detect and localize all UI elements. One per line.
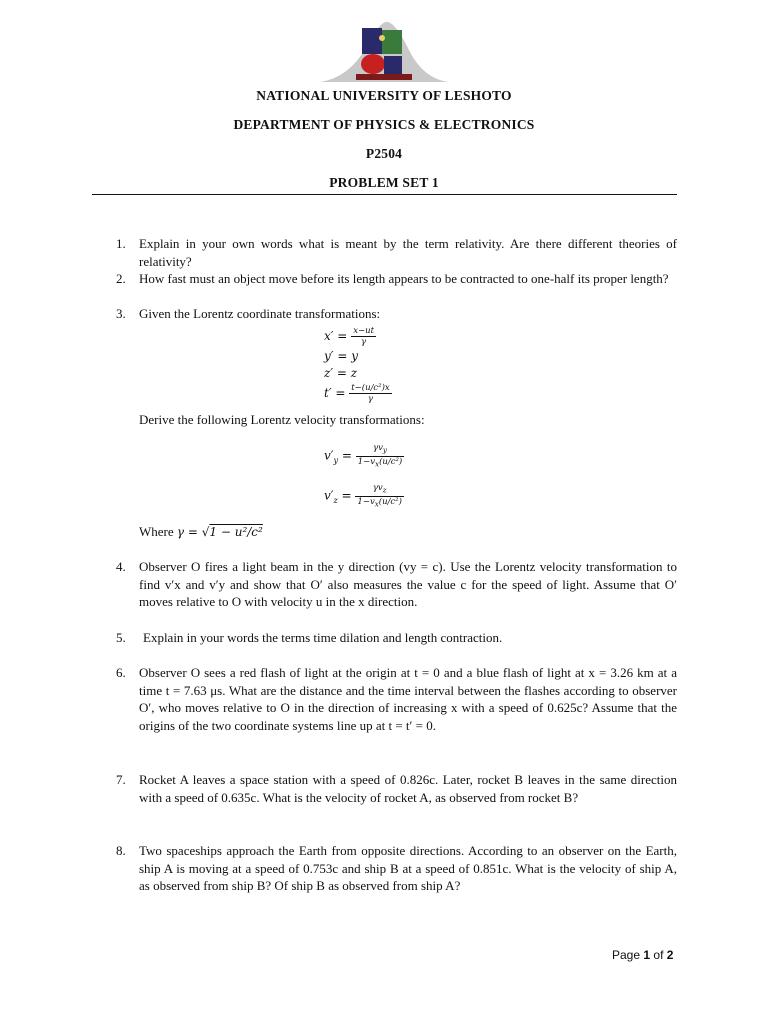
question-number: 8. [116, 843, 126, 858]
university-name: NATIONAL UNIVERSITY OF LESHOTO [256, 88, 512, 103]
question-text: Explain in your words the terms time dilation and length contraction. [143, 630, 503, 645]
question-number: 7. [116, 772, 126, 787]
page-label: Page [612, 948, 641, 962]
problem-set-title: PROBLEM SET 1 [329, 175, 439, 190]
page-footer [612, 948, 673, 962]
question-text: Observer O fires a light beam in the y direction (vy = c). Use the Lorentz velocity transformation to find v′x and v′y and show that O′ also measures the value c for the speed of light. Assume that O′ moves relative to O with velocity u in the x direction. [139, 559, 677, 609]
of-label: of [653, 948, 664, 962]
page-number: 1 [643, 948, 651, 962]
department-name: DEPARTMENT OF PHYSICS & ELECTRONICS [233, 117, 535, 132]
question-number: 4. [116, 559, 126, 574]
question-number: 3. [116, 306, 126, 321]
page-total: 2 [666, 948, 674, 962]
question-number: 6. [116, 665, 126, 680]
question-number: 5. [116, 630, 126, 645]
university-logo [318, 18, 450, 84]
question-text: Explain in your own words what is meant by the term relativity. Are there different theories of relativity? [139, 236, 677, 269]
header-divider [92, 194, 677, 195]
where-label: Where [139, 524, 174, 539]
question-text: Given the Lorentz coordinate transformations: [139, 306, 381, 321]
question-text: Rocket A leaves a space station with a speed of 0.826c. Later, rocket B leaves in the same direction with a speed of 0.635c. What is the velocity of rocket A, as observed from rocket B? [139, 772, 677, 805]
course-code: P2504 [365, 146, 403, 161]
question-number: 1. [116, 236, 126, 251]
question-text: Derive the following Lorentz velocity transformations: [139, 412, 425, 427]
question-text: Two spaceships approach the Earth from opposite directions. According to an observer on the Earth, ship A is moving at a speed of 0.753c and ship B at a speed of 0.851c. What is the velocity of ship A, as observed from ship B? Of ship B as observed from ship A? [139, 843, 677, 893]
question-number: 2. [116, 271, 126, 286]
gamma-definition: Where γ = √1 − u²/c² [139, 524, 263, 539]
question-text: Observer O sees a red flash of light at the origin at t = 0 and a blue flash of light at x = 3.26 km at a time t = 7.63 μs. What are the distance and the time interval between the flashes according to observer O′, who moves relative to O in the direction of increasing x with a speed of 0.625c? Assume that the origins of the two coordinate systems line up at t = t′ = 0. [139, 665, 677, 733]
question-text: How fast must an object move before its length appears to be contracted to one-half its proper length? [139, 271, 669, 286]
